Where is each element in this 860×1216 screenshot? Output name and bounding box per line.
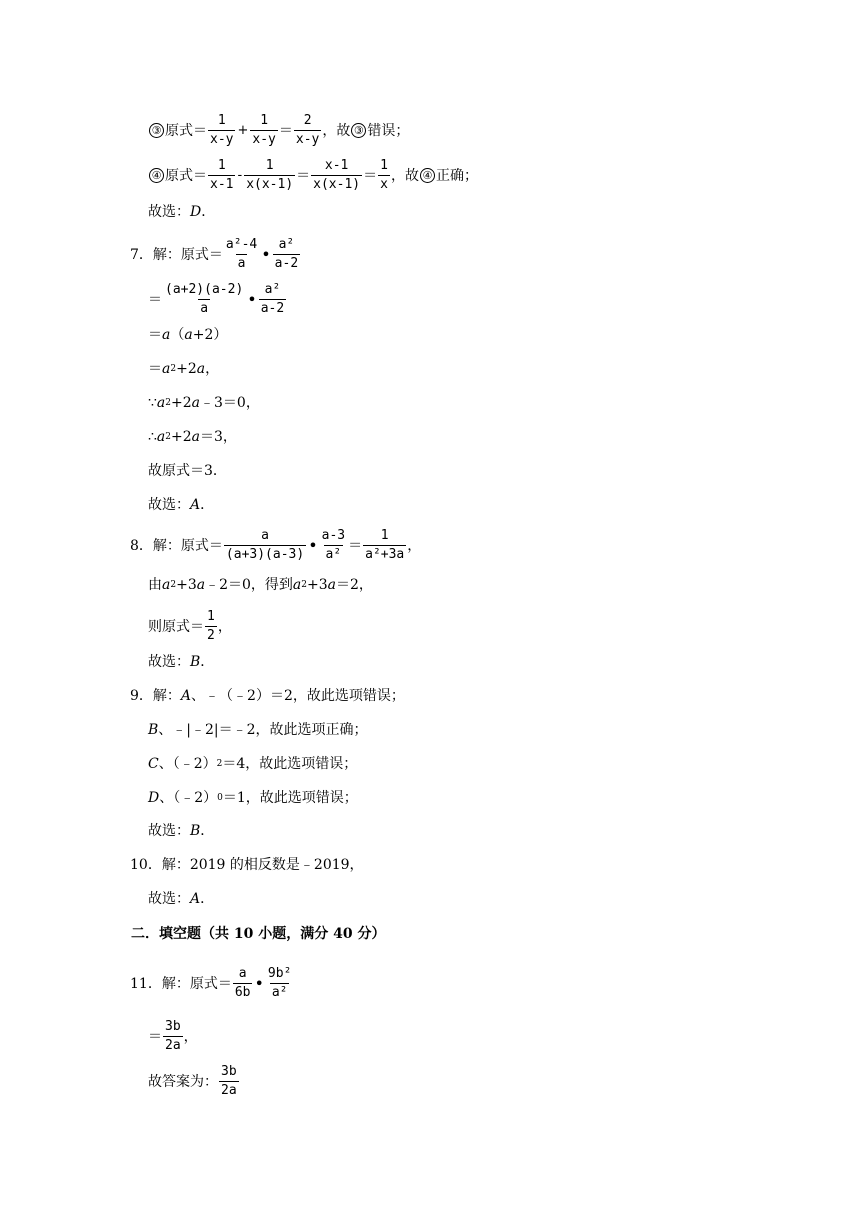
text: • <box>254 973 264 993</box>
denominator: x(x-1) <box>313 177 361 192</box>
text: A <box>190 497 201 513</box>
question-number: 8． <box>130 537 153 554</box>
text: ， <box>217 618 232 635</box>
text: 、﹣|﹣2|＝﹣2，故此选项正确； <box>158 722 368 738</box>
text: +3 <box>176 577 197 593</box>
text: B <box>148 722 159 738</box>
denominator: a <box>237 256 246 271</box>
fraction <box>266 966 293 1001</box>
q8-step-2: 由 a 2 +3 a ﹣2＝0，得到 a 2 +3 a ＝2， <box>148 577 373 593</box>
q8-step-3 <box>148 609 232 644</box>
text: a <box>184 327 193 343</box>
text: 、（﹣2） <box>158 756 217 772</box>
text: a <box>156 395 166 411</box>
question-number: 7． <box>130 246 153 263</box>
numerator: 1 <box>217 113 226 128</box>
denominator: 6b <box>234 985 251 1000</box>
denominator: a-2 <box>260 301 285 316</box>
q9-option-b <box>148 721 368 739</box>
text: +2 <box>176 361 197 377</box>
denominator: x(x-1) <box>246 177 294 192</box>
text: ，故 <box>322 122 351 139</box>
text: a <box>196 361 206 377</box>
text: a <box>327 577 337 593</box>
denominator: x <box>380 177 388 192</box>
q7-step-2 <box>148 282 287 317</box>
text: a <box>196 577 206 593</box>
text: 原式＝ <box>165 167 207 184</box>
text: a <box>156 429 166 445</box>
fraction <box>273 237 300 272</box>
q6-line-4 <box>148 158 478 193</box>
text: ＝3， <box>200 429 237 445</box>
numerator: x-1 <box>324 158 349 173</box>
numerator: 1 <box>260 113 269 128</box>
text: • <box>261 244 271 264</box>
denominator: 2a <box>165 1038 181 1053</box>
text: ， <box>407 537 422 554</box>
text: ＝ <box>148 291 162 308</box>
text: ，故 <box>390 167 419 184</box>
text: 故答案为： <box>148 1073 218 1090</box>
fraction <box>208 158 235 193</box>
text: B <box>190 654 201 670</box>
q7-step-7 <box>148 462 227 480</box>
q7-step-3 <box>148 326 227 344</box>
text: ﹣3＝0， <box>200 395 260 411</box>
q10-answer <box>148 890 214 908</box>
text: a <box>162 361 171 377</box>
numerator: a <box>238 966 247 981</box>
denominator: a-2 <box>274 256 299 271</box>
question-number: 11． <box>130 975 162 992</box>
text: ＝4，故此选项错误； <box>222 756 358 772</box>
text: 解： <box>152 688 181 704</box>
question-number: 9． <box>130 688 153 704</box>
numerator: 9b² <box>267 966 292 981</box>
denominator: a² <box>325 547 342 562</box>
text: ＝1，故此选项错误； <box>222 790 358 806</box>
text: 解：2019 的相反数是﹣2019， <box>161 857 364 873</box>
text: 故选： <box>148 654 190 670</box>
circled-number-3: ③ <box>149 123 164 138</box>
text: A <box>190 891 201 907</box>
text: ， <box>205 361 220 377</box>
text: ＝ <box>148 1028 162 1045</box>
fraction <box>205 609 217 644</box>
equals: ＝ <box>278 122 293 139</box>
text: ＝ <box>148 327 162 343</box>
denominator: (a+3)(a-3) <box>225 547 305 562</box>
text: ＝ <box>348 537 363 554</box>
text: a <box>292 577 302 593</box>
text: 原式＝ <box>165 122 207 139</box>
numerator: 1 <box>380 528 389 543</box>
fraction <box>259 282 286 317</box>
fraction <box>311 158 362 193</box>
text: ∵ <box>148 395 157 411</box>
q8-answer <box>148 653 214 671</box>
text: a <box>191 395 201 411</box>
text: A <box>180 688 192 704</box>
text: C <box>148 756 159 772</box>
text: D <box>190 204 202 220</box>
numerator: (a+2)(a-2) <box>165 282 244 297</box>
q8-head <box>130 528 421 563</box>
numerator: a <box>261 528 269 543</box>
text: +2 <box>171 395 192 411</box>
q9-option-c: C 、（﹣2） 2 ＝4，故此选项错误； <box>148 756 358 772</box>
equals: ＝ <box>363 167 378 184</box>
equals: ＝ <box>296 167 311 184</box>
text: 故选： <box>148 497 190 513</box>
numerator: 3b <box>221 1064 237 1079</box>
denominator: x-1 <box>210 177 234 192</box>
fraction <box>163 282 245 317</box>
text: 故原式＝3． <box>148 463 227 479</box>
circled-number-3: ③ <box>351 123 366 138</box>
numerator: 1 <box>217 158 226 173</box>
numerator: 3b <box>165 1019 181 1034</box>
q7-answer <box>148 496 214 514</box>
text: ． <box>200 823 215 839</box>
fraction <box>363 528 406 563</box>
fraction <box>294 113 321 148</box>
text: ． <box>201 204 216 220</box>
text: D <box>148 790 160 806</box>
q7-head <box>130 237 301 272</box>
text: ， <box>183 1028 198 1045</box>
section-heading: 二．填空题（共 10 小题，满分 40 分） <box>131 926 386 942</box>
denominator: x-y <box>252 132 276 147</box>
text: 故选： <box>148 823 190 839</box>
q11-step-2 <box>148 1019 198 1054</box>
denominator: a²+3a <box>365 547 405 562</box>
denominator: x-y <box>210 132 234 147</box>
q7-step-6: ∴ a 2 +2 a ＝3， <box>148 429 237 445</box>
q6-answer <box>148 203 215 221</box>
text: • <box>247 289 257 309</box>
text: 故选： <box>148 891 190 907</box>
denominator: x-y <box>295 132 320 147</box>
q6-line-3 <box>148 113 409 148</box>
text: +2 <box>171 429 192 445</box>
fraction <box>250 113 277 148</box>
minus-sign: - <box>237 167 243 183</box>
numerator: a²-4 <box>225 237 258 252</box>
denominator: 2 <box>207 628 215 643</box>
q9-answer <box>148 822 214 840</box>
text: 由 <box>148 577 162 593</box>
fraction <box>219 1064 239 1099</box>
plus-sign: + <box>237 122 249 138</box>
text: a <box>162 327 171 343</box>
q7-step-5: ∵ a 2 +2 a ﹣3＝0， <box>148 395 260 411</box>
text: +3 <box>307 577 328 593</box>
text: ＝2， <box>336 577 373 593</box>
question-number: 10． <box>130 857 162 873</box>
q9-option-d: D 、（﹣2） 0 ＝1，故此选项错误； <box>148 790 358 806</box>
text: 、（﹣2） <box>159 790 218 806</box>
circled-number-4: ④ <box>149 168 164 183</box>
text: 解：原式＝ <box>152 246 223 263</box>
numerator: 1 <box>380 158 388 173</box>
q9-head <box>130 687 405 705</box>
text: ﹣2＝0，得到 <box>205 577 293 593</box>
q11-answer <box>148 1064 240 1099</box>
q7-step-4: ＝ a 2 +2 a ， <box>148 361 220 377</box>
text: 、﹣（﹣2）＝2，故此选项错误； <box>191 688 405 704</box>
fraction <box>244 158 295 193</box>
text: a <box>162 577 171 593</box>
text: B <box>190 823 201 839</box>
numerator: a² <box>278 237 295 252</box>
fraction <box>224 237 259 272</box>
text: 解：原式＝ <box>161 975 232 992</box>
text: a <box>191 429 201 445</box>
fraction <box>233 966 253 1001</box>
q11-head <box>130 966 294 1001</box>
fraction <box>208 113 235 148</box>
circled-number-4: ④ <box>420 168 435 183</box>
numerator: 1 <box>265 158 274 173</box>
text: 解：原式＝ <box>152 537 223 554</box>
text: 正确； <box>435 167 478 184</box>
text: ． <box>200 497 215 513</box>
fraction <box>378 158 390 193</box>
text: ． <box>200 891 215 907</box>
text: ． <box>200 654 215 670</box>
numerator: a² <box>264 282 281 297</box>
text: （ <box>170 327 185 343</box>
denominator: a² <box>271 985 288 1000</box>
numerator: a-3 <box>321 528 346 543</box>
denominator: 2a <box>221 1083 237 1098</box>
fraction <box>163 1019 183 1054</box>
numerator: 1 <box>207 609 215 624</box>
text: 则原式＝ <box>148 618 204 635</box>
text: 故选： <box>148 204 190 220</box>
text: 错误； <box>367 122 410 139</box>
fraction <box>320 528 347 563</box>
text: ＝ <box>148 361 162 377</box>
denominator: a <box>200 301 209 316</box>
text: • <box>308 535 318 555</box>
numerator: 2 <box>303 113 312 128</box>
q10-head <box>130 856 364 874</box>
text: +2） <box>192 327 228 343</box>
fraction <box>224 528 306 563</box>
text: ∴ <box>148 429 157 445</box>
